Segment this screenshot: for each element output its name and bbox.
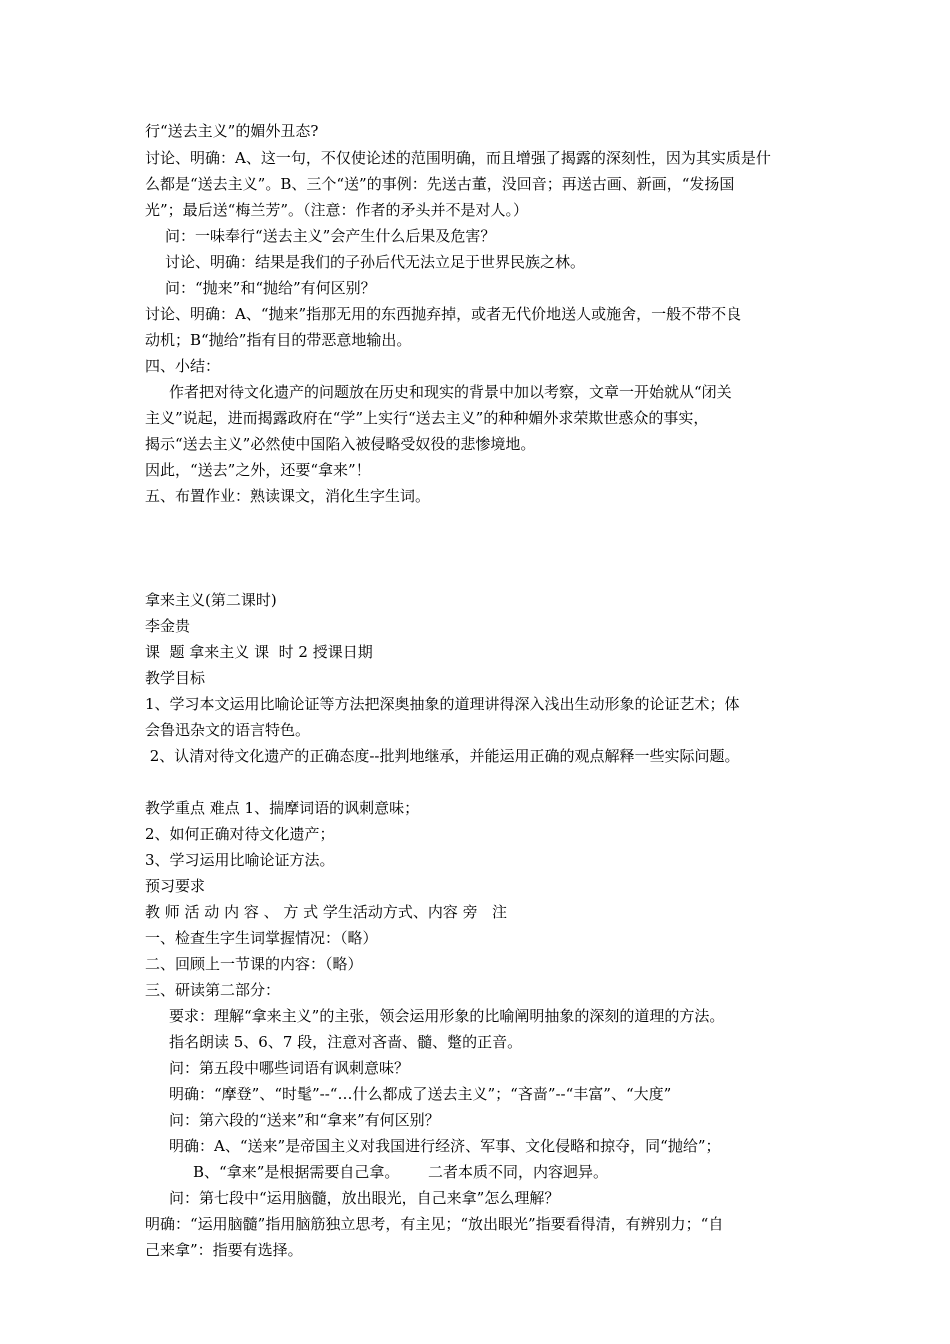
section-heading: 五、布置作业：熟读课文，消化生字生词。 [145,487,431,505]
text-line: 己来拿”：指要有选择。 [145,1241,303,1259]
text-line: 问：“抛来”和“抛给”有何区别？ [165,279,376,297]
text-line: 明确：“运用脑髓”指用脑筋独立思考，有主见；“放出眼光”指要看得清，有辨别力；“自 [145,1215,724,1233]
text-line: 问：第七段中“运用脑髓，放出眼光，自己来拿”怎么理解？ [169,1189,560,1207]
text-line: 教学重点 难点 1、揣摩词语的讽刺意味； [145,799,420,817]
text-line: 讨论、明确：A、“抛来”指那无用的东西抛弃掉，或者无代价地送人或施舍，一般不带不良 [145,305,742,323]
text-line: 主义”说起，进而揭露政府在“学”上实行“送去主义”的种种媚外求荣欺世惑众的事实， [145,409,709,427]
text-line: 因此，“送去”之外，还要“拿来”！ [145,461,371,479]
text-line: 教 师 活 动 内 容 、 方 式 学生活动方式、内容 旁 注 [145,903,507,921]
text-line: 会鲁迅杂文的语言特色。 [145,721,311,739]
text-line: 3、学习运用比喻论证方法。 [145,851,335,869]
text-line: 光”；最后送“梅兰芳”。（注意：作者的矛头并不是对人。） [145,201,529,219]
text-line: 要求：理解“拿来主义”的主张，领会运用形象的比喻阐明抽象的深刻的道理的方法。 [169,1007,725,1025]
lesson-title: 拿来主义(第二课时) [145,591,277,609]
text-line: 明确：“摩登”、“时髦”--“…什么都成了送去主义”；“吝啬”--“丰富”、“大度” [169,1085,672,1103]
text-line: 么都是“送去主义”。B、三个“送”的事例：先送古董，没回音；再送古画、新画，“发扬国 [145,175,735,193]
text-line: 课 题 拿来主义 课 时 2 授课日期 [145,643,373,661]
text-line: 指名朗读 5、6、7 段，注意对吝啬、髓、蹩的正音。 [169,1033,523,1051]
text-line: 讨论、明确：结果是我们的子孙后代无法立足于世界民族之林。 [165,253,586,271]
author-name: 李金贵 [145,617,191,635]
text-line: 问：一味奉行“送去主义”会产生什么后果及危害？ [165,227,496,245]
section-heading: 预习要求 [145,877,206,895]
text-line: 问：第五段中哪些词语有讽刺意味？ [169,1059,410,1077]
text-line: 一、检查生字生词掌握情况：（略） [145,929,378,947]
text-line: 二、回顾上一节课的内容：（略） [145,955,363,973]
text-line: 2、认清对待文化遗产的正确态度--批判地继承，并能运用正确的观点解释一些实际问题。 [145,747,740,765]
text-line: 1、学习本文运用比喻论证等方法把深奥抽象的道理讲得深入浅出生动形象的论证艺术；体 [145,695,740,713]
text-line: B、“拿来”是根据需要自己拿。 二者本质不同，内容迥异。 [193,1163,608,1181]
text-line: 动机；B“抛给”指有目的带恶意地输出。 [145,331,412,349]
section-heading: 教学目标 [145,669,206,687]
text-line: 2、如何正确对待文化遗产； [145,825,335,843]
text-line: 问：第六段的“送来”和“拿来”有何区别？ [169,1111,440,1129]
text-line: 作者把对待文化遗产的问题放在历史和现实的背景中加以考察，文章一开始就从“闭关 [169,383,732,401]
text-line: 行“送去主义”的媚外丑态? [145,122,319,140]
text-line: 揭示“送去主义”必然使中国陷入被侵略受奴役的悲惨境地。 [145,435,536,453]
section-heading: 三、研读第二部分： [145,981,281,999]
section-heading: 四、小结： [145,357,221,375]
text-line: 讨论、明确：A、这一句，不仅使论述的范围明确，而且增强了揭露的深刻性，因为其实质是什 [145,149,771,167]
text-line: 明确：A、“送来”是帝国主义对我国进行经济、军事、文化侵略和掠夺，同“抛给”； [169,1137,721,1155]
